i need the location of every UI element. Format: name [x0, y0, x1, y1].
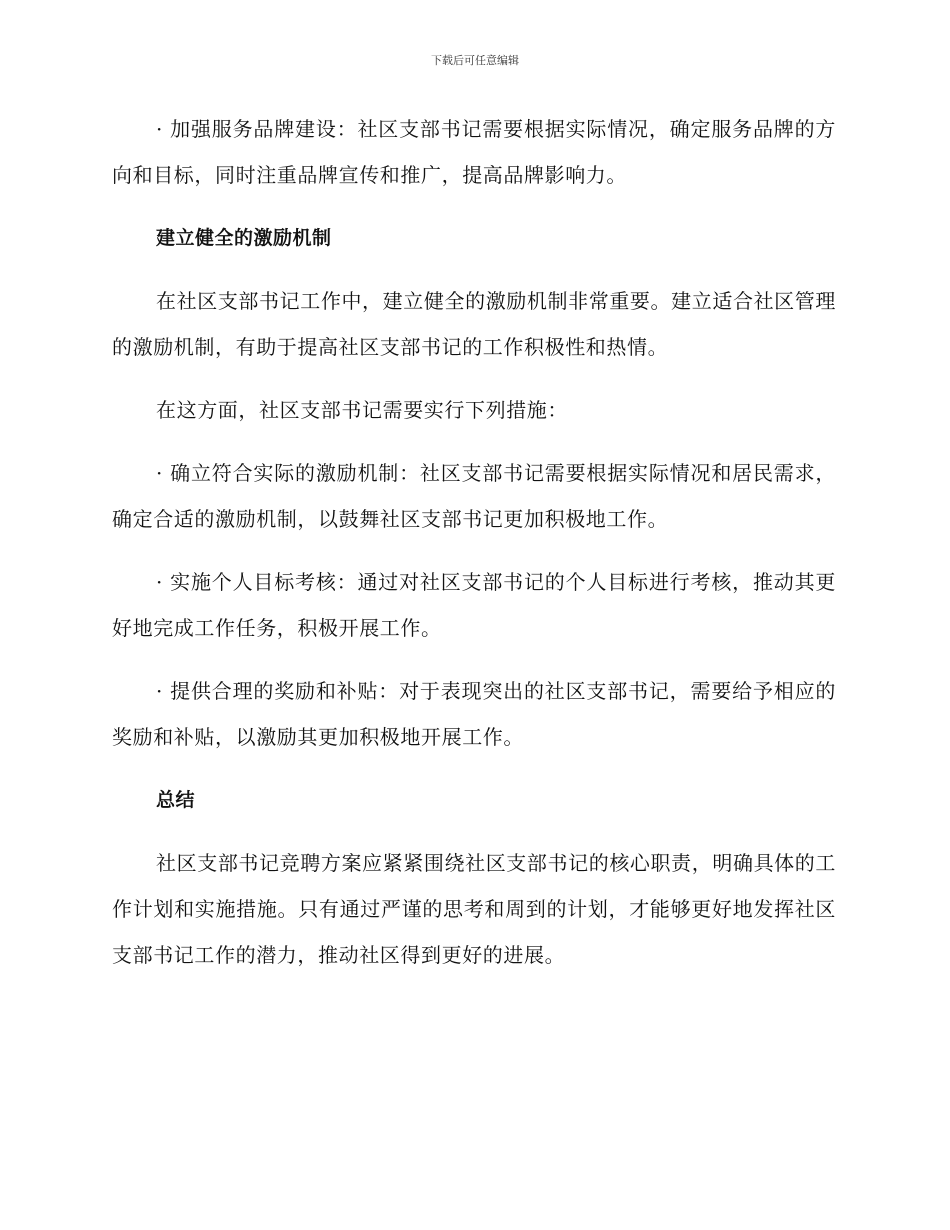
section-heading-incentive: 建立健全的激励机制 [156, 227, 332, 249]
bullet-rewards-subsidies: · 提供合理的奖励和补贴：对于表现突出的社区支部书记，需要给予相应的奖励和补贴，以激励其更加积极地开展工作。 [112, 679, 836, 749]
section-heading-summary: 总结 [156, 789, 196, 811]
page-header: 下载后可任意编辑 [431, 54, 519, 67]
document-body [112, 106, 836, 995]
paragraph-summary: 社区支部书记竞聘方案应紧紧围绕社区支部书记的核心职责，明确具体的工作计划和实施措施。只有通过严谨的思考和周到的计划，才能够更好地发挥社区支部书记工作的潜力，推动社区得到更好的进展。 [112, 851, 836, 967]
paragraph-incentive-intro: 在社区支部书记工作中，建立健全的激励机制非常重要。建立适合社区管理的激励机制，有助于提高社区支部书记的工作积极性和热情。 [112, 289, 836, 359]
bullet-brand-building: · 加强服务品牌建设：社区支部书记需要根据实际情况，确定服务品牌的方向和目标，同时注重品牌宣传和推广，提高品牌影响力。 [112, 117, 836, 187]
paragraph-measures-intro: 在这方面，社区支部书记需要实行下列措施： [156, 398, 568, 422]
bullet-realistic-incentive: · 确立符合实际的激励机制：社区支部书记需要根据实际情况和居民需求，确定合适的激励机制，以鼓舞社区支部书记更加积极地工作。 [112, 461, 836, 531]
bullet-goal-assessment: · 实施个人目标考核：通过对社区支部书记的个人目标进行考核，推动其更好地完成工作任务，积极开展工作。 [112, 570, 836, 640]
